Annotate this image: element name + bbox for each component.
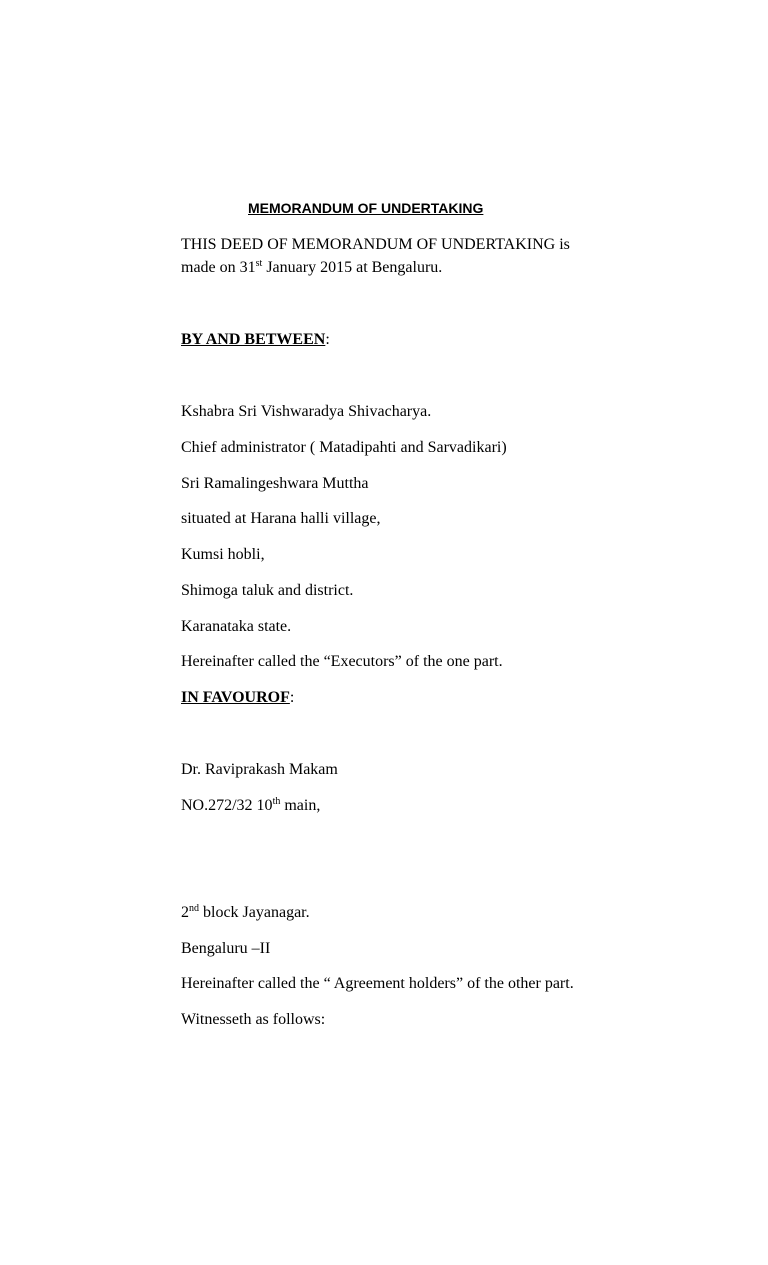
holder-called: Hereinafter called the “ Agreement holders” of the other part. [181,975,574,992]
intro-line-2-end: January 2015 at Bengaluru. [262,259,443,276]
executor-name: Kshabra Sri Vishwaradya Shivacharya. [181,403,432,420]
in-favour-of-line [181,688,294,708]
document-title: MEMORANDUM OF UNDERTAKING [248,200,484,216]
intro-day-suffix: st [255,258,263,269]
holder-address-1-suffix: th [272,796,281,807]
executor-hobli: Kumsi hobli, [181,546,265,563]
holder-name: Dr. Raviprakash Makam [181,761,338,778]
executor-role: Chief administrator ( Matadipahti and Sarvadikari) [181,439,507,456]
intro-line-2-start: made on 31 [181,259,256,276]
holder-address-2-start: 2 [181,904,189,921]
witnesseth-line: Witnesseth as follows: [181,1011,326,1028]
intro-line-2 [181,258,442,278]
executor-village: situated at Harana halli village, [181,510,381,527]
executor-district: Shimoga taluk and district. [181,582,354,599]
holder-address-1-start: NO.272/32 10 [181,797,273,814]
by-and-between-line [181,330,330,350]
executor-muttha: Sri Ramalingeshwara Muttha [181,475,369,492]
by-and-between-colon: : [325,331,330,348]
executor-state: Karanataka state. [181,618,292,635]
by-and-between-heading: BY AND BETWEEN [181,331,326,348]
in-favour-of-colon: : [289,689,295,706]
executor-called: Hereinafter called the “Executors” of the one part. [181,653,503,670]
holder-address-line-1 [181,796,320,816]
intro-line-1: THIS DEED OF MEMORANDUM OF UNDERTAKING is [181,236,570,253]
holder-address-2-suffix: nd [189,903,199,914]
holder-address-line-2 [181,903,310,923]
holder-address-1-end: main, [280,797,321,814]
in-favour-of-heading: IN FAVOUROF [181,689,290,706]
holder-address-2-end: block Jayanagar. [199,904,310,921]
holder-city: Bengaluru –II [181,940,271,957]
